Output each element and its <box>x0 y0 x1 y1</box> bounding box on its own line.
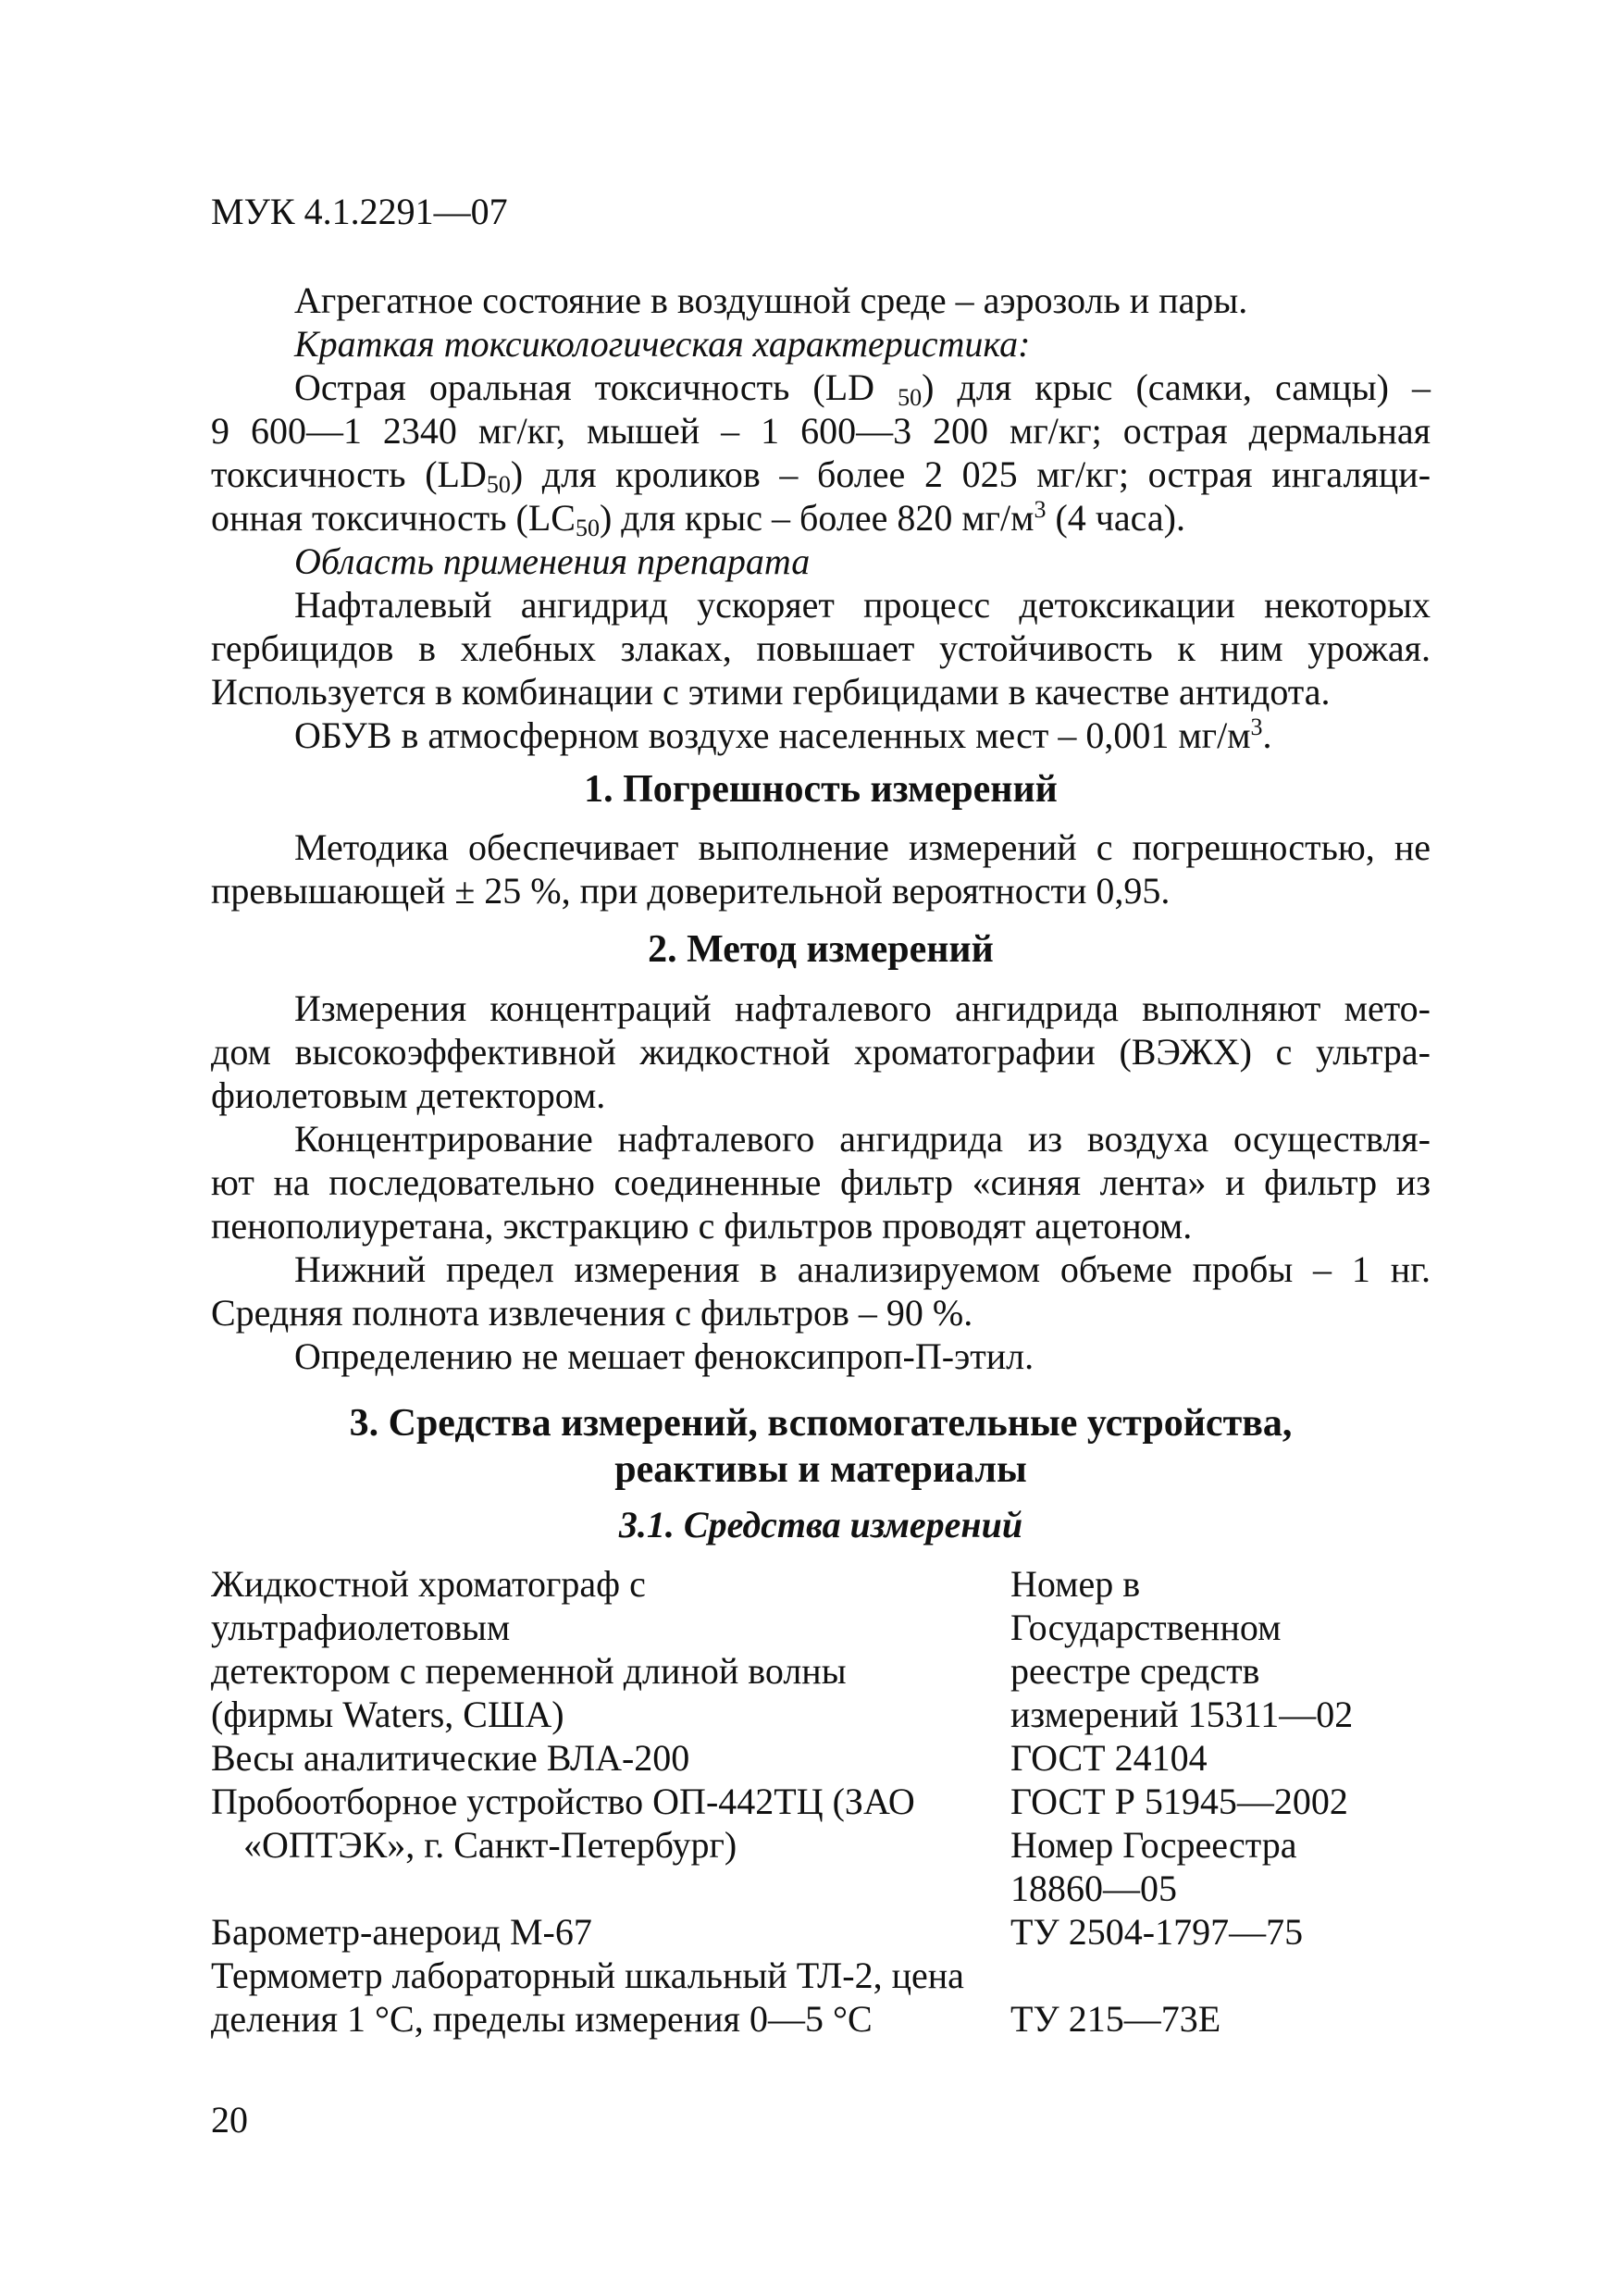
section-2-p4-line-1: Определению не мешает феноксипроп-П-этил. <box>294 1335 1035 1377</box>
section-2-p3-line-1: Нижний предел измерения в анализируемом объеме пробы – 1 нг. <box>294 1248 1431 1290</box>
table-cell-right: 18860—05 <box>1010 1868 1177 1909</box>
table-cell-right: измерений 15311—02 <box>1010 1694 1354 1735</box>
tox-line-2: 9 600—1 2340 мг/кг, мышей – 1 600—3 200 мг/кг; острая дермальная <box>211 410 1431 452</box>
table-cell-right: ГОСТ Р 51945—2002 <box>1010 1781 1348 1822</box>
section-2-heading: 2. Метод измерений <box>648 928 994 971</box>
section-2-p1-line-2: дом высокоэффективной жидкостной хроматографии (ВЭЖХ) с ультра- <box>211 1031 1431 1073</box>
table-cell-left: ультрафиолетовым <box>211 1607 511 1648</box>
table-cell-right: Номер в <box>1010 1563 1141 1605</box>
section-2-p2-line-2: ют на последовательно соединенные фильтр «синяя лента» и фильтр из <box>211 1161 1431 1203</box>
obuv-text: ОБУВ в атмосферном воздухе населенных мест – 0,001 $мг/м^3$. <box>294 714 1272 756</box>
section-1-line-1: Методика обеспечивает выполнение измерений с погрешностью, не <box>294 826 1431 868</box>
table-cell-right: ТУ 215—73Е <box>1010 1998 1221 2040</box>
section-1-heading: 1. Погрешность измерений <box>584 768 1058 811</box>
table-cell-left: Термометр лабораторный шкальный ТЛ-2, цена <box>211 1955 964 1996</box>
application-line-3: Используется в комбинации с этими гербицидами в качестве антидота. <box>211 671 1331 713</box>
section-1-line-2: превышающей ± 25 %, при доверительной вероятности 0,95. <box>211 870 1171 912</box>
section-2-p1-line-1: Измерения концентраций нафталевого ангидрида выполняют мето- <box>294 987 1431 1029</box>
table-cell-right: ТУ 2504-1797—75 <box>1010 1911 1304 1953</box>
table-cell-left: (фирмы Waters, США) <box>211 1694 564 1735</box>
table-cell-left: детектором с переменной длиной волны <box>211 1650 847 1692</box>
table-cell-right: ГОСТ 24104 <box>1010 1737 1208 1779</box>
application-line-1: Нафталевый ангидрид ускоряет процесс детоксикации некоторых <box>294 584 1431 626</box>
table-cell-left: Жидкостной хроматограф с <box>211 1563 646 1605</box>
table-cell-left: деления 1 °С, пределы измерения 0—5 °С <box>211 1998 873 2040</box>
section-3-heading-line-1: 3. Средства измерений, вспомогательные устройства, <box>349 1402 1293 1445</box>
aggregate-state-text: Агрегатное состояние в воздушной среде – аэрозоль и пары. <box>294 279 1248 321</box>
table-cell-right: Номер Госреестра <box>1010 1824 1297 1866</box>
section-2-p2-line-3: пенополиуретана, экстракцию с фильтров проводят ацетоном. <box>211 1205 1193 1247</box>
section-3-heading-line-2: реактивы и материалы <box>614 1448 1027 1491</box>
section-2-p3-line-2: Средняя полнота извлечения с фильтров – 90 %. <box>211 1292 973 1334</box>
section-2-p2-line-1: Концентрирование нафталевого ангидрида из воздуха осуществля- <box>294 1118 1431 1160</box>
table-cell-left: Пробоотборное устройство ОП-442ТЦ (ЗАО <box>211 1781 915 1822</box>
table-cell-left: Весы аналитические ВЛА-200 <box>211 1737 690 1779</box>
application-line-2: гербицидов в хлебных злаках, повышает устойчивость к ним урожая. <box>211 627 1431 669</box>
section-3-1-subheading: 3.1. Средства измерений <box>618 1504 1023 1545</box>
page-number: 20 <box>211 2099 248 2141</box>
table-cell-left: «ОПТЭК», г. Санкт-Петербург) <box>243 1824 737 1866</box>
table-cell-right: реестре средств <box>1010 1650 1260 1692</box>
tox-characteristic-title: Краткая токсикологическая характеристика: <box>294 323 1031 365</box>
document-code-header: МУК 4.1.2291—07 <box>211 191 508 232</box>
application-area-title: Область применения препарата <box>294 540 811 582</box>
section-2-p1-line-3: фиолетовым детектором. <box>211 1074 606 1116</box>
table-cell-left: Барометр-анероид М-67 <box>211 1911 592 1953</box>
tox-line-4: онная токсичность $(LC_{50})$ для крыс – более 820 $мг/м^3$ (4 часа). <box>211 496 1185 541</box>
tox-line-1: Острая оральная токсичность (LD $_{50}$) для крыс (самки, самцы) – <box>294 366 1431 411</box>
tox-line-3: токсичность $(LD_{50})$ для кроликов – более 2 025 мг/кг; острая ингаляци- <box>211 453 1431 498</box>
table-cell-right: Государственном <box>1010 1607 1282 1648</box>
